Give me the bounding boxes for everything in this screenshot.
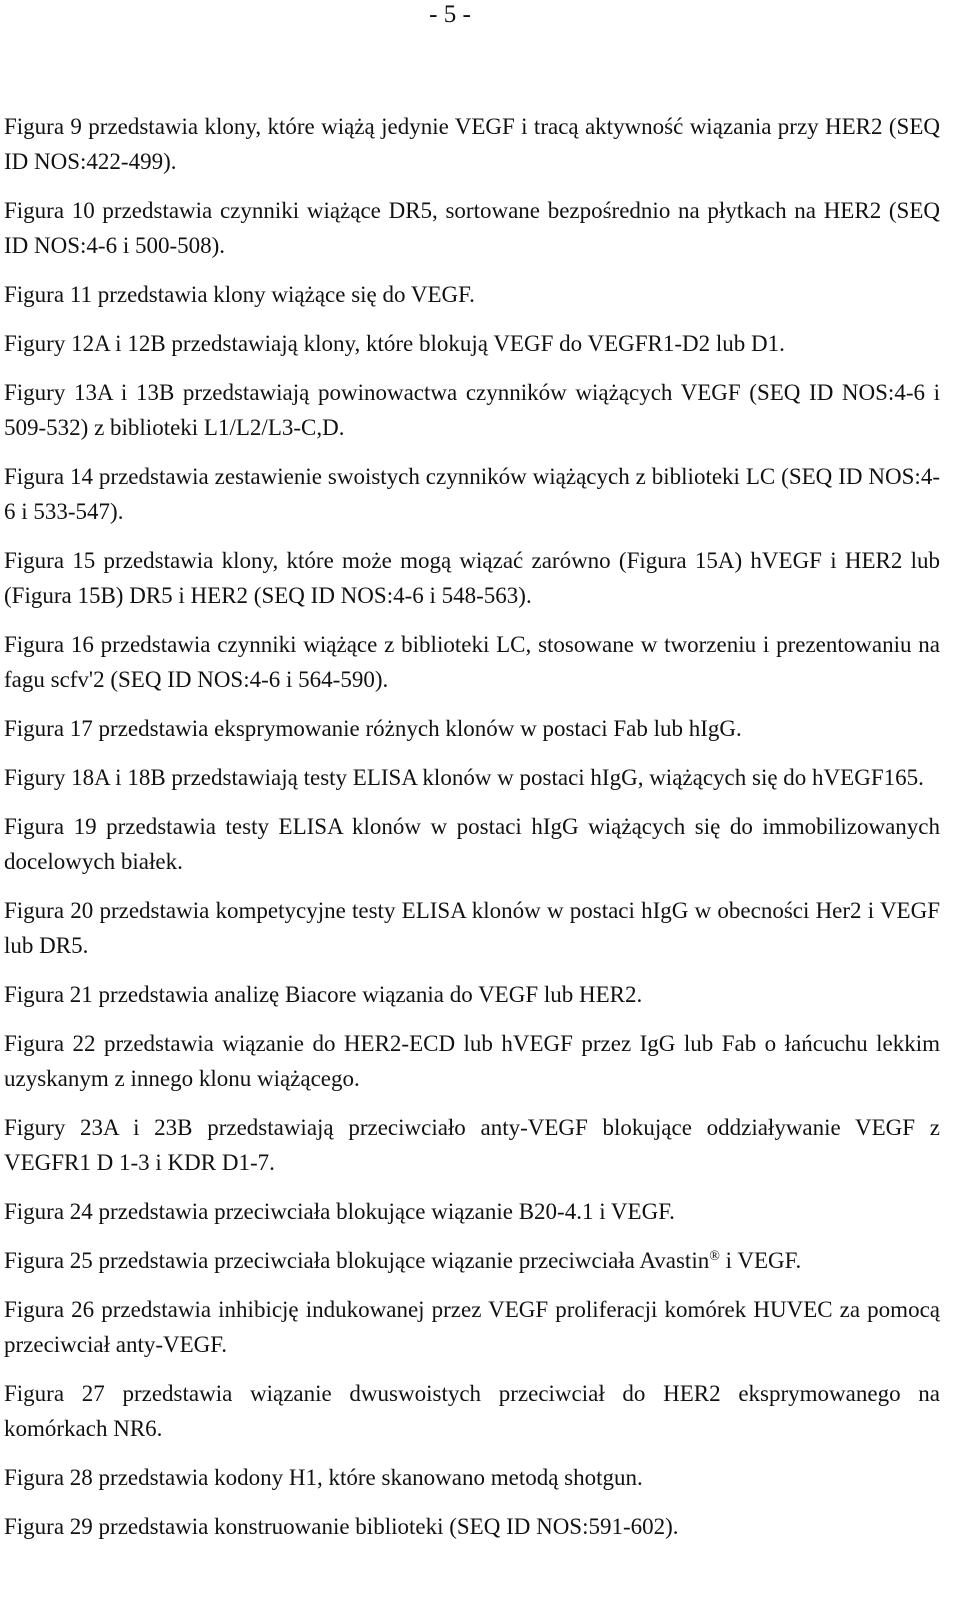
paragraph-figura-14: Figura 14 przedstawia zestawienie swoistych czynników wiążących z biblioteki LC (SEQ ID NOS:4-6 i 533-547). [4, 464, 940, 524]
paragraph-figury-23: Figury 23A i 23B przedstawiają przeciwciało anty-VEGF blokujące oddziaływanie VEGF z VEGFR1 D 1-3 i KDR D1-7. [4, 1115, 940, 1175]
page-number: - 5 - [429, 1, 471, 28]
paragraph-figura-21: Figura 21 przedstawia analizę Biacore wiązania do VEGF lub HER2. [4, 982, 643, 1007]
paragraph-figura-17: Figura 17 przedstawia eksprymowanie różnych klonów w postaci Fab lub hIgG. [4, 716, 742, 741]
paragraph-figura-25 [4, 1243, 940, 1278]
paragraph-figura-25-tail: i VEGF. [719, 1248, 802, 1273]
paragraph-figura-24: Figura 24 przedstawia przeciwciała blokujące wiązanie B20-4.1 i VEGF. [4, 1199, 675, 1224]
paragraph-figura-27: Figura 27 przedstawia wiązanie dwuswoistych przeciwciał do HER2 eksprymowanego na komórkach NR6. [4, 1381, 940, 1441]
paragraph-figura-15: Figura 15 przedstawia klony, które może mogą wiązać zarówno (Figura 15A) hVEGF i HER2 lub (Figura 15B) DR5 i HER2 (SEQ ID NOS:4-6 i 548-563). [4, 548, 940, 608]
paragraph-figura-20: Figura 20 przedstawia kompetycyjne testy ELISA klonów w postaci hIgG w obecności Her2 i VEGF lub DR5. [4, 898, 940, 958]
paragraph-figury-13: Figury 13A i 13B przedstawiają powinowactwa czynników wiążących VEGF (SEQ ID NOS:4-6 i 509-532) z biblioteki L1/L2/L3-C,D. [4, 380, 940, 440]
paragraph-figura-11: Figura 11 przedstawia klony wiążące się do VEGF. [4, 282, 475, 307]
paragraph-figura-22: Figura 22 przedstawia wiązanie do HER2-ECD lub hVEGF przez IgG lub Fab o łańcuchu lekkim uzyskanym z innego klonu wiążącego. [4, 1031, 940, 1091]
paragraph-figura-25-text: Figura 25 przedstawia przeciwciała blokujące wiązanie przeciwciała Avastin [4, 1248, 710, 1273]
paragraph-figura-10: Figura 10 przedstawia czynniki wiążące DR5, sortowane bezpośrednio na płytkach na HER2 (SEQ ID NOS:4-6 i 500-508). [4, 198, 940, 258]
paragraph-figury-12: Figury 12A i 12B przedstawiają klony, które blokują VEGF do VEGFR1-D2 lub D1. [4, 331, 785, 356]
paragraph-figura-9: Figura 9 przedstawia klony, które wiążą jedynie VEGF i tracą aktywność wiązania przy HER2 (SEQ ID NOS:422-499). [4, 114, 940, 174]
paragraph-figura-19: Figura 19 przedstawia testy ELISA klonów w postaci hIgG wiążących się do immobilizowanych docelowych białek. [4, 814, 940, 874]
figure-descriptions [4, 109, 940, 1558]
paragraph-figury-18: Figury 18A i 18B przedstawiają testy ELISA klonów w postaci hIgG, wiążących się do hVEGF165. [4, 765, 924, 790]
paragraph-figura-26: Figura 26 przedstawia inhibicję indukowanej przez VEGF proliferacji komórek HUVEC za pomocą przeciwciał anty-VEGF. [4, 1297, 940, 1357]
paragraph-figura-28: Figura 28 przedstawia kodony H1, które skanowano metodą shotgun. [4, 1465, 643, 1490]
registered-trademark-mark: ® [709, 1249, 720, 1264]
paragraph-figura-16: Figura 16 przedstawia czynniki wiążące z biblioteki LC, stosowane w tworzeniu i prezentowaniu na fagu scfv'2 (SEQ ID NOS:4-6 i 564-590). [4, 632, 940, 692]
paragraph-figura-29: Figura 29 przedstawia konstruowanie biblioteki (SEQ ID NOS:591-602). [4, 1514, 679, 1539]
